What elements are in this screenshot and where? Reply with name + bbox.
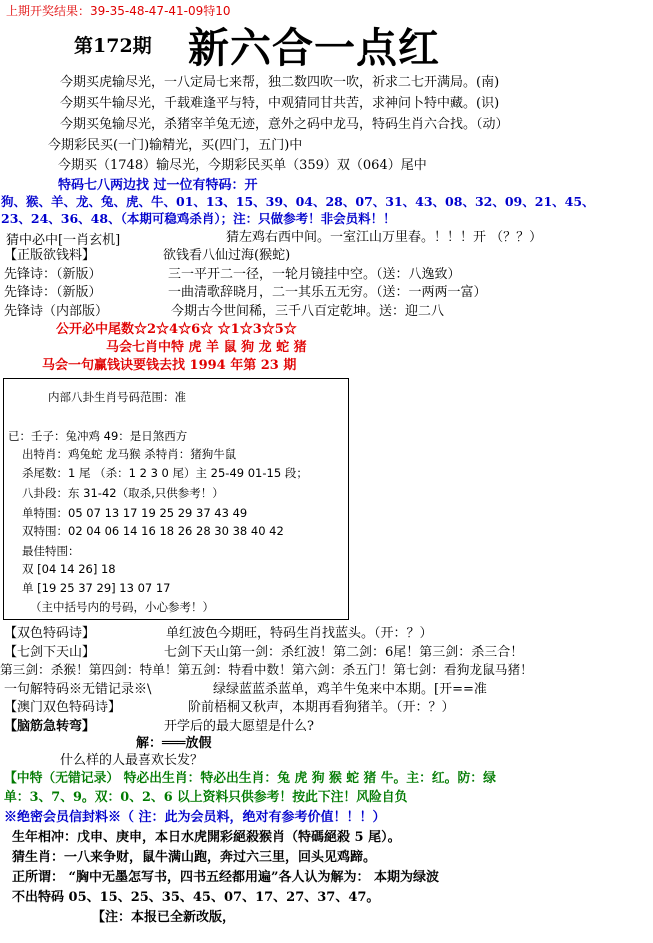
xianfeng-label-2: 先锋诗：（新版）: [4, 285, 102, 300]
aomen-text: 阶前梧桐又秋声，本期再看狗猪羊。（开：？）: [188, 700, 455, 715]
bagua-line: 单特围：05 07 13 17 19 25 29 37 43 49: [22, 506, 248, 520]
guess-text: 猜左鸡右西中间。一室江山万里春。！！！开 （？？）: [226, 230, 543, 245]
page-title: 新六合一点红: [188, 24, 440, 72]
poem-line-1: 今期买虎输尽光，一八定局七来帮，独二数四吹一吹，祈求二七开满局。(南): [60, 75, 500, 90]
zhengsuan-line: 正所谓： “胸中无墨怎写书，四书五经都用遍”各人认为解为： 本期为绿波: [12, 870, 440, 885]
poem-line-2: 今期买牛输尽光，千载难逢平与特，中观猜同甘共苦，求神问卜特中藏。(识): [60, 96, 500, 111]
special-tip: 特码七八两边找 过一位有特码：开: [58, 178, 258, 193]
xianfeng-text-3: 今期古今世间稀，三千八百定乾坤。送：迎二八: [171, 304, 445, 319]
xianfeng-text-2: 一曲清歌辞晓月，二一其乐五无穷。（送：一两两一富）: [168, 285, 487, 300]
naojin-answer: 解：═══放假: [136, 736, 212, 751]
number-list-2: 23、24、36、48、（本期可稳鸡杀肖）；注：只做参考！非会员料！！: [1, 211, 396, 226]
shuangse-text: 单红波色今期旺，特码生肖找蓝头。（开：？）: [166, 626, 433, 641]
bagua-line: （主中括号内的号码，小心参考！）: [30, 600, 214, 614]
poem-line-3: 今期买兔输尽光，杀猪宰羊兔无迹，意外之码中龙马，特码生肖六合找。（动）: [60, 117, 509, 132]
poem-line-5: 今期买（1748）输尽光，今期彩民买单（359）双（064）尾中: [58, 158, 427, 173]
bagua-line: 八卦段：东 31-42（取杀,只供参考！）: [22, 486, 224, 500]
bagua-line: 出特肖：鸡兔蛇 龙马猴 杀特肖：猪狗牛鼠: [22, 447, 237, 461]
qijian-text-2: 第三剑：杀猴！第四剑：特单！第五剑：特看中数！第六剑：杀五门！第七剑：看狗龙鼠马猪！: [0, 662, 533, 677]
zhongte-line-1: 【中特（无错记录） 特必出生肖：特必出生肖：兔 虎 狗 猴 蛇 猪 牛。主：红。防：绿: [4, 771, 496, 786]
red-line-3: 马会一句赢钱诀要钱去找 1994 年第 23 期: [42, 358, 297, 373]
aomen-label: 【澳门双色特码诗】: [4, 700, 122, 715]
xianfeng-text-1: 三一平开二一径，一轮月镜挂中空。（送：八逸致）: [168, 267, 461, 282]
poem-line-4: 今期彩民买(一门)输精光，买(四门，五门)中: [48, 138, 303, 153]
bagua-line: 单 [19 25 37 29] 13 07 17: [22, 581, 171, 595]
xianfeng-label-3: 先锋诗（内部版）: [4, 304, 109, 319]
red-line-2: 马会七肖中特 虎 羊 鼠 狗 龙 蛇 猪: [106, 340, 307, 355]
guess-label: 猜中必中[一肖玄机]: [6, 233, 121, 248]
bagua-line: 已：壬子：兔冲鸡 49：是日煞西方: [8, 429, 188, 443]
yiju-text: 绿绿蓝蓝杀蓝单，鸡羊牛兔来中本期。[开==准: [213, 682, 487, 697]
bagua-title: 内部八卦生肖号码范围：准: [48, 390, 186, 404]
bagua-line: 最佳特围：: [22, 544, 80, 558]
yiju-label: 一句解特码※无错记录※\: [4, 682, 152, 697]
qijian-label: 【七剑下天山】: [4, 645, 96, 660]
last-result: 上期开奖结果：39-35-48-47-41-09特10: [6, 4, 231, 18]
zhongte-line-2: 单：3、7、9。双：0、2、6 以上资料只供参考！按此下注！风险自负: [4, 790, 408, 805]
issue-number: 第172期: [74, 35, 152, 57]
number-list-1: 狗、猴、羊、龙、兔、虎、牛、01、13、15、39、04、28、07、31、43、08、32、09、21、45、: [1, 194, 595, 209]
naojin-question: 开学后的最大愿望是什么?: [164, 719, 314, 734]
note-line: 【注：本报已全新改版，: [92, 910, 236, 925]
buchu-line: 不出特码 05、15、25、35、45、07、17、27、37、47。: [12, 890, 380, 905]
zhengban-text: 欲钱看八仙过海(猴蛇): [163, 248, 291, 263]
bagua-line: 双特围：02 04 06 14 16 18 26 28 30 38 40 42: [22, 524, 284, 538]
caishengxiao-line: 猜生肖：一八来争财，鼠牛满山跑，奔过六三里，回头见鸡蹄。: [12, 850, 377, 865]
zhengban-label: 【正版欲钱料】: [4, 248, 96, 263]
naojin-label: 【脑筋急转弯】: [4, 719, 96, 734]
xianfeng-label-1: 先锋诗：（新版）: [4, 267, 102, 282]
naojin-question-2: 什么样的人最喜欢长发？: [60, 753, 204, 768]
bagua-line: 杀尾数：1 尾 （杀：1 2 3 0 尾）主 25-49 01-15 段；: [22, 466, 308, 480]
red-line-1: 公开必中尾数☆2☆4☆6☆ ☆1☆3☆5☆: [56, 322, 297, 337]
qijian-text-1: 七剑下天山第一剑：杀红波！第二剑：6尾！第三剑：杀三合！: [164, 645, 524, 660]
secret-title: ※绝密会员信封料※（ 注：此为会员料，绝对有参考价值！！！）: [4, 810, 386, 825]
shuangse-label: 【双色特码诗】: [4, 626, 96, 641]
bagua-line: 双 [04 14 26] 18: [22, 562, 116, 576]
shengnian-line: 生年相冲：戊申、庚申，本日水虎開彩絕殺猴肖（特碼絕殺 5 尾）。: [12, 830, 401, 845]
